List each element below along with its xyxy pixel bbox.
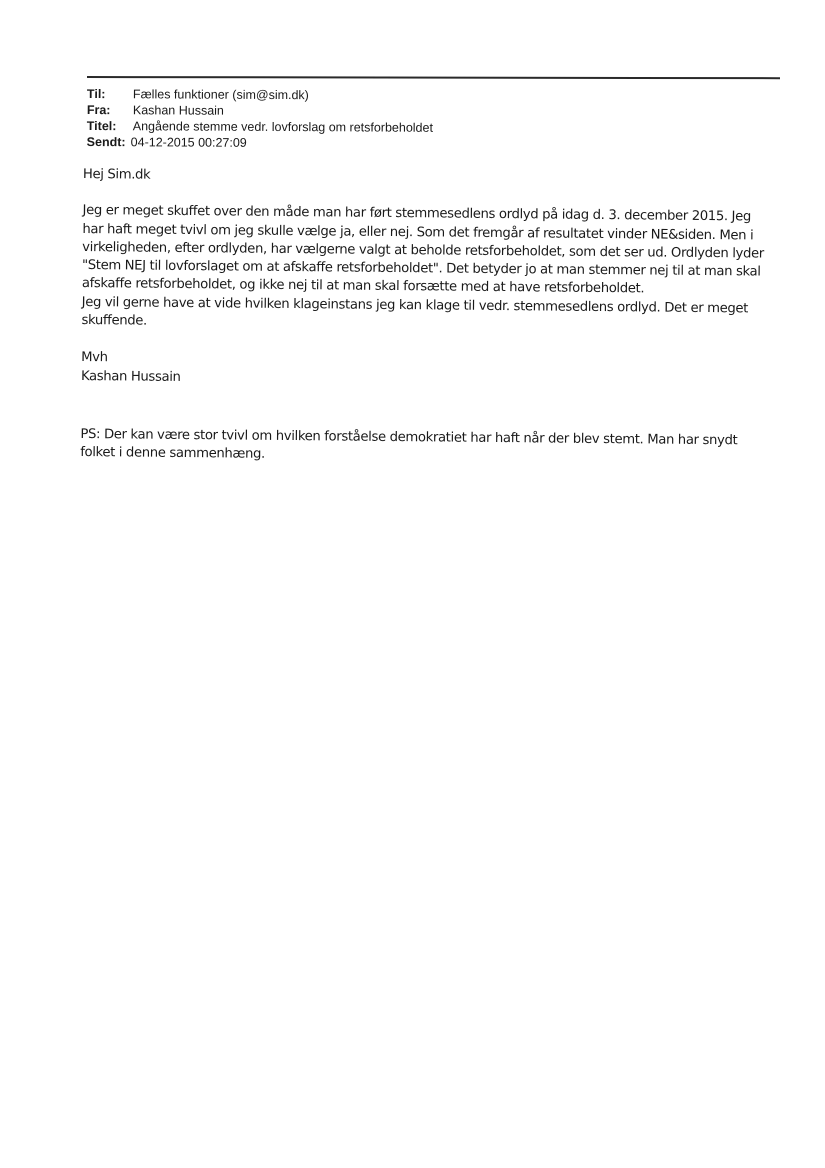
signoff-name: Kashan Hussain	[80, 368, 181, 385]
ps-line: folket i denne sammenhæng.	[80, 445, 265, 463]
subject-value: Angående stemme vedr. lovforslag om retsforbeholdet	[132, 119, 433, 135]
paragraph-line: Jeg vil gerne have at vide hvilken klageinstans jeg kan klage til vedr. stemmesedlens ordlyd. Det er meget	[81, 294, 749, 317]
paragraph-line: virkeligheden, efter ordlyden, har vælgerne valgt at beholde retsforbeholdet, som det ser ud. Ordlyden lyder	[82, 239, 764, 262]
paragraph-line: skuffende.	[81, 313, 147, 329]
main-paragraph	[81, 202, 782, 337]
paragraph-line: "Stem NEJ til lovforslaget om at afskaffe retsforbeholdet". Det betyder jo at man stemmer nej til at man skal	[81, 258, 761, 280]
to-label: Til:	[86, 86, 106, 102]
greeting	[83, 166, 783, 191]
email-body	[80, 166, 783, 469]
header-rule	[87, 76, 780, 79]
greeting-line: Hej Sim.dk	[82, 166, 151, 183]
paragraph-line: afskaffe retsforbeholdet, og ikke nej til at man skal forsætte med at have retsforbeholdet.	[81, 276, 645, 297]
signoff-line: Mvh	[81, 350, 108, 366]
from-label: Fra:	[86, 102, 111, 118]
ps-line: PS: Der kan være stor tvivl om hvilken forståelse demokratiet har haft når der blev stemt. Man har snydt	[80, 426, 738, 449]
paragraph-line: har haft meget tvivl om jeg skulle vælge ja, eller nej. Som det fremgår af resultatet vinder NE&siden. Men i	[82, 221, 754, 244]
email-header	[87, 86, 587, 153]
subject-label: Titel:	[86, 118, 117, 134]
sent-row	[87, 134, 587, 153]
from-value: Kashan Hussain	[132, 103, 224, 118]
to-value: Fælles funktioner (sim@sim.dk)	[132, 87, 309, 103]
sent-value: 04-12-2015 00:27:09	[130, 135, 247, 150]
paragraph-line: Jeg er meget skuffet over den måde man har ført stemmesedlens ordlyd på idag d. 3. december 2015. Jeg	[82, 203, 751, 225]
sent-label: Sendt:	[86, 134, 126, 150]
postscript	[80, 426, 780, 469]
signoff	[81, 349, 781, 392]
